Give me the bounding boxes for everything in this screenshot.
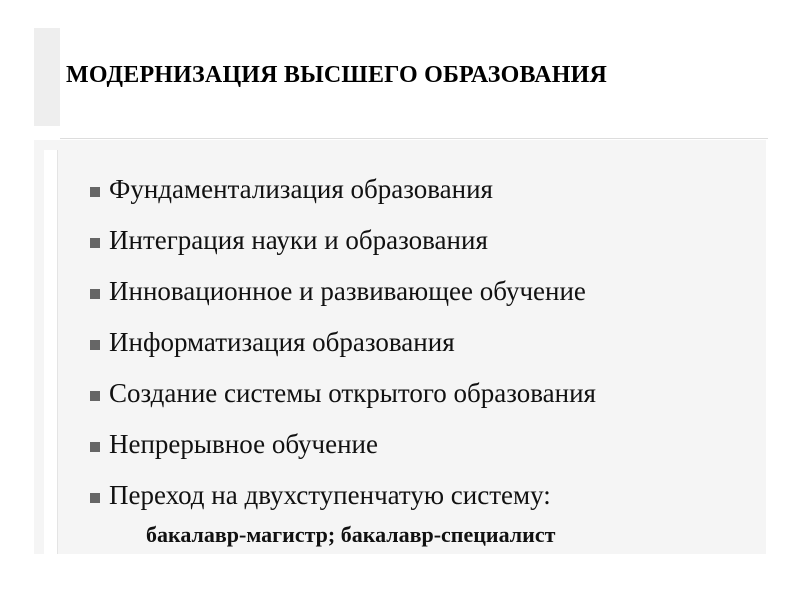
bullet-item-fundamentalization [90,164,596,215]
bullet-label: Фундаментализация образования [109,174,493,204]
square-bullet-icon [90,442,100,452]
bullet-label: Интеграция науки и образования [109,225,488,255]
bullet-list [90,164,596,521]
bullet-label: Создание системы открытого образования [109,378,596,408]
bullet-label: Информатизация образования [109,327,455,357]
content-accent-bar [44,150,58,554]
square-bullet-icon [90,187,100,197]
bullet-item-continuous-learning [90,419,596,470]
bullet-label: Непрерывное обучение [109,429,378,459]
title-accent-bar [34,28,60,126]
square-bullet-icon [90,238,100,248]
square-bullet-icon [90,340,100,350]
bullet-item-integration [90,215,596,266]
bullet-item-two-tier-system [90,470,596,521]
degree-levels-line: бакалавр-магистр; бакалавр-специалист [146,522,556,547]
bullet-label: Инновационное и развивающее обучение [109,276,586,306]
square-bullet-icon [90,493,100,503]
bullet-item-informatization [90,317,596,368]
bullet-item-open-education [90,368,596,419]
square-bullet-icon [90,391,100,401]
title-divider [60,138,768,139]
bullet-item-innovative-learning [90,266,596,317]
square-bullet-icon [90,289,100,299]
bullet-label: Переход на двухступенчатую систему: [109,480,551,510]
slide-title: МОДЕРНИЗАЦИЯ ВЫСШЕГО ОБРАЗОВАНИЯ [66,62,608,88]
